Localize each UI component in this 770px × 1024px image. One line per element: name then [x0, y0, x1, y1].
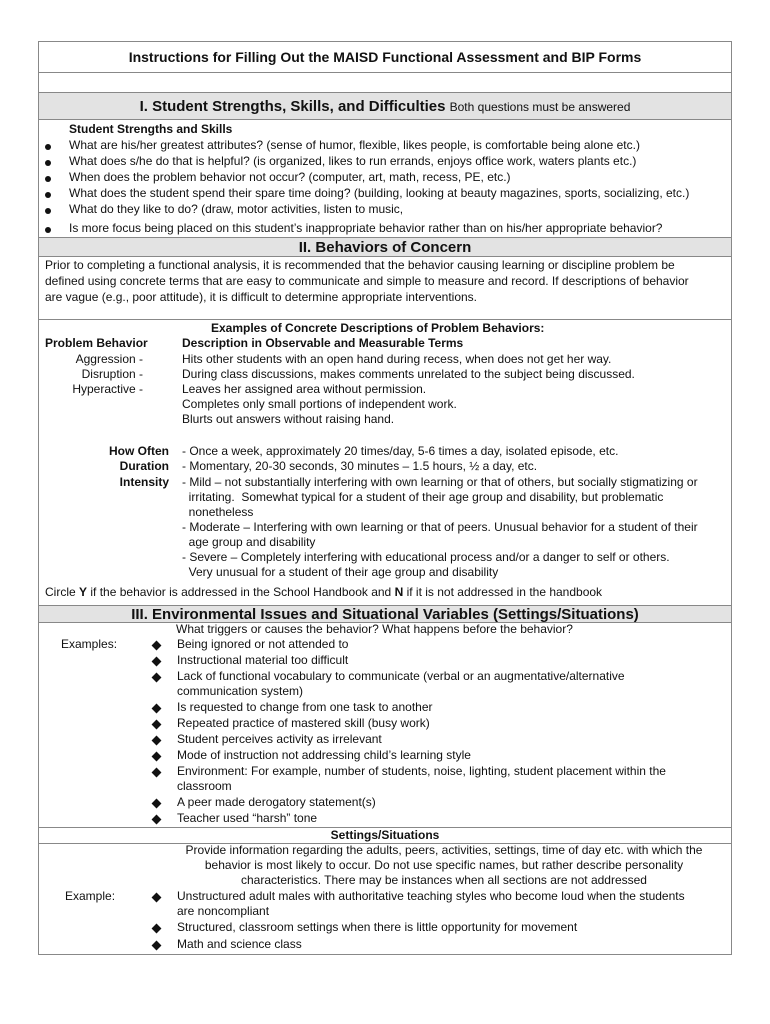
triggers-question: What triggers or causes the behavior? What happens before the behavior? [176, 622, 573, 636]
diamond-bullet-icon [152, 720, 162, 730]
intensity-line: nonetheless [182, 505, 254, 519]
bullet-icon [45, 176, 51, 182]
settings-text: behavior is most likely to occur. Do not use specific names, but rather describe personality [204, 858, 684, 872]
section-1-heading: I. Student Strengths, Skills, and Difficulties Both questions must be answered [39, 92, 731, 119]
list-item: What does the student spend their spare time doing? (building, looking at beauty magazines, sports, socializing, etc.) [69, 186, 690, 200]
diamond-bullet-icon [152, 752, 162, 762]
settings-text: characteristics. There may be instances when all sections are not addressed [241, 873, 647, 887]
diamond-bullet-icon [152, 815, 162, 825]
diamond-bullet-icon [152, 941, 162, 951]
settings-section [39, 827, 731, 956]
bullet-icon [45, 227, 51, 233]
diamond-bullet-icon [152, 704, 162, 714]
section-2-heading: II. Behaviors of Concern [39, 237, 731, 256]
strengths-subheading: Student Strengths and Skills [69, 122, 233, 136]
intro-line: are vague (e.g., poor attitude), it is difficult to determine appropriate interventions. [45, 290, 478, 304]
list-item: What are his/her greatest attributes? (sense of humor, flexible, likes people, is comfortable being alone etc.) [69, 138, 640, 152]
behavior-description: Hits other students with an open hand during recess, when does not get her way. [182, 352, 612, 366]
trigger-item: Student perceives activity as irrelevant [177, 732, 382, 746]
setting-item: are noncompliant [177, 904, 270, 918]
trigger-item: Teacher used “harsh” tone [177, 811, 318, 825]
diamond-bullet-icon [152, 924, 162, 934]
diamond-bullet-icon [152, 893, 162, 903]
trigger-item: Environment: For example, number of students, noise, lighting, student placement within the [177, 764, 666, 778]
setting-item: Math and science class [177, 937, 302, 951]
behavior-description: Completes only small portions of independent work. [182, 397, 457, 411]
behavior-examples [39, 319, 731, 605]
section-2-intro [39, 256, 731, 319]
section-1-body [39, 119, 731, 237]
circle-instruction: Circle Y if the behavior is addressed in the School Handbook and N if it is not addressed in the handbook [45, 585, 603, 599]
intensity-line: - Mild – not substantially interfering with own learning or that of others, but socially stigmatizing or [182, 475, 698, 489]
trigger-item: Repeated practice of mastered skill (busy work) [177, 716, 430, 730]
trigger-item: Mode of instruction not addressing child’s learning style [177, 748, 471, 762]
duration-text: - Momentary, 20-30 seconds, 30 minutes – 1.5 hours, ½ a day, etc. [182, 459, 538, 473]
bullet-icon [45, 144, 51, 150]
intensity-line: - Moderate – Interfering with own learning or that of peers. Unusual behavior for a student of their [182, 520, 698, 534]
settings-heading: Settings/Situations [330, 828, 440, 842]
diamond-bullet-icon [152, 736, 162, 746]
intensity-line: Very unusual for a student of their age group and disability [182, 565, 499, 579]
behavior-label: Hyperactive - [72, 382, 143, 396]
diamond-bullet-icon [152, 673, 162, 683]
examples-heading: Examples of Concrete Descriptions of Problem Behaviors: [211, 321, 545, 335]
intro-line: defined using concrete terms that are easy to communicate and simple to measure and record. If descriptions of behavior [45, 274, 689, 288]
how-often-text: - Once a week, approximately 20 times/day, 5-6 times a day, isolated episode, etc. [182, 444, 619, 458]
diamond-bullet-icon [152, 657, 162, 667]
examples-label: Examples: [61, 637, 118, 651]
trigger-item: Is requested to change from one task to another [177, 700, 433, 714]
triggers-section [39, 622, 731, 827]
bullet-icon [45, 208, 51, 214]
form-page [38, 41, 732, 955]
intensity-label: Intensity [119, 475, 169, 489]
duration-label: Duration [119, 459, 169, 473]
list-item: Is more focus being placed on this student’s inappropriate behavior rather than on his/her appropriate behavior? [69, 221, 663, 235]
col-header-description: Description in Observable and Measurable Terms [182, 336, 464, 350]
intensity-line: - Severe – Completely interfering with educational process and/or a danger to self or others. [182, 550, 670, 564]
behavior-description: Leaves her assigned area without permission. [182, 382, 427, 396]
behavior-label: Aggression - [75, 352, 143, 366]
trigger-item: communication system) [177, 684, 304, 698]
setting-item: Structured, classroom settings when there is little opportunity for movement [177, 920, 578, 934]
bullet-icon [45, 192, 51, 198]
trigger-item: Instructional material too difficult [177, 653, 349, 667]
settings-text: Provide information regarding the adults, peers, activities, settings, time of day etc. with which the [185, 843, 703, 857]
behavior-description: During class discussions, makes comments unrelated to the subject being discussed. [182, 367, 635, 381]
trigger-item: A peer made derogatory statement(s) [177, 795, 376, 809]
page-title: Instructions for Filling Out the MAISD Functional Assessment and BIP Forms [128, 49, 642, 65]
col-header-behavior: Problem Behavior [45, 336, 148, 350]
how-often-label: How Often [109, 444, 169, 458]
bullet-icon [45, 160, 51, 166]
section-1-note: Both questions must be answered [449, 100, 631, 114]
list-item: What do they like to do? (draw, motor activities, listen to music, [69, 202, 404, 216]
intensity-line: age group and disability [182, 535, 316, 549]
intro-line: Prior to completing a functional analysis, it is recommended that the behavior causing learning or discipline problem be [45, 258, 675, 272]
diamond-bullet-icon [152, 641, 162, 651]
behavior-description: Blurts out answers without raising hand. [182, 412, 395, 426]
trigger-item: Lack of functional vocabulary to communicate (verbal or an augmentative/alternative [177, 669, 625, 683]
blank-row [39, 72, 731, 92]
diamond-bullet-icon [152, 768, 162, 778]
list-item: When does the problem behavior not occur? (computer, art, math, recess, PE, etc.) [69, 170, 511, 184]
trigger-item: classroom [177, 779, 232, 793]
intensity-line: irritating. Somewhat typical for a student of their age group and disability, but problematic [182, 490, 664, 504]
trigger-item: Being ignored or not attended to [177, 637, 349, 651]
section-3-heading: III. Environmental Issues and Situational Variables (Settings/Situations) [39, 605, 731, 622]
list-item: What does s/he do that is helpful? (is organized, likes to run errands, enjoys office work, waters plants etc.) [69, 154, 637, 168]
behavior-label: Disruption - [81, 367, 143, 381]
setting-item: Unstructured adult males with authoritative teaching styles who become loud when the students [177, 889, 685, 903]
diamond-bullet-icon [152, 799, 162, 809]
example-label: Example: [65, 889, 116, 903]
